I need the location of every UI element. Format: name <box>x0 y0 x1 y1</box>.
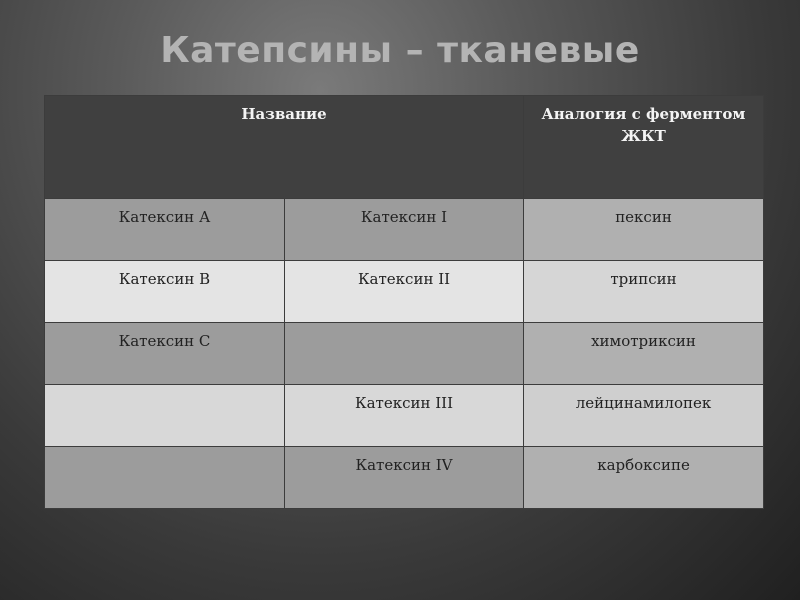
cell-col3: карбоксипе <box>524 447 764 509</box>
cell-col2 <box>285 323 524 385</box>
cell-col1 <box>45 385 285 447</box>
table-row <box>45 261 764 323</box>
cell-col3: трипсин <box>524 261 764 323</box>
table-header-row <box>45 96 764 199</box>
cell-col1: Катексин В <box>45 261 285 323</box>
header-name: Название <box>45 96 524 199</box>
header-analogy: Аналогия с ферментом ЖКТ <box>524 96 764 199</box>
slide-title: Катепсины – тканевые <box>160 30 640 71</box>
table-row <box>45 323 764 385</box>
table-row <box>45 447 764 509</box>
cell-col1 <box>45 447 285 509</box>
cathepsin-table <box>44 95 764 509</box>
cell-col2: Катексин II <box>285 261 524 323</box>
cell-col1: Катексин А <box>45 199 285 261</box>
cell-col2: Катексин I <box>285 199 524 261</box>
cell-col2: Катексин IV <box>285 447 524 509</box>
table-row <box>45 385 764 447</box>
cell-col3: лейцинамилопек <box>524 385 764 447</box>
cell-col3: пексин <box>524 199 764 261</box>
table-row <box>45 199 764 261</box>
cell-col2: Катексин III <box>285 385 524 447</box>
cell-col3: химотриксин <box>524 323 764 385</box>
cell-col1: Катексин С <box>45 323 285 385</box>
